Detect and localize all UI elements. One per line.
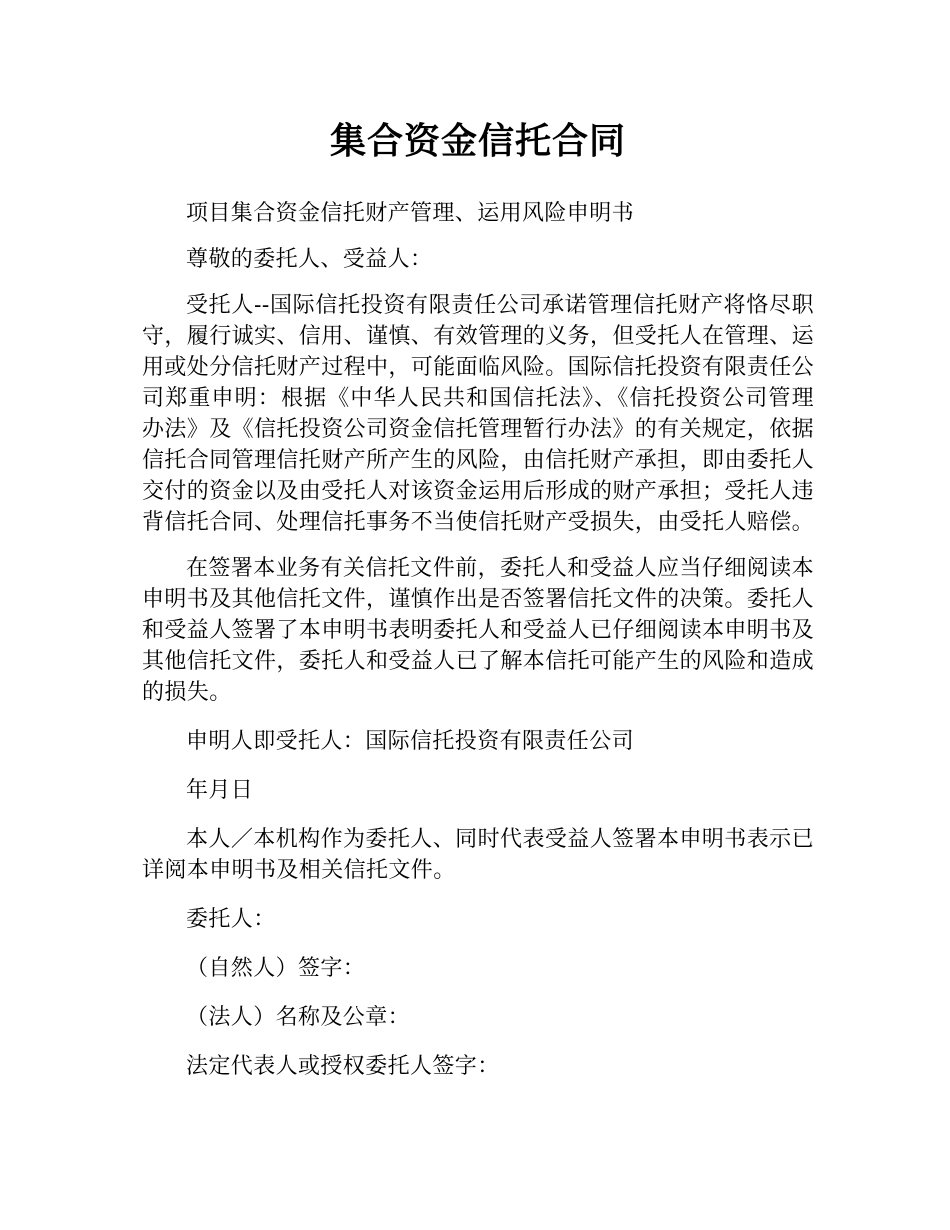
legal-representative-signature-line: 法定代表人或授权委托人签字： xyxy=(186,1054,500,1079)
date-line: 年月日 xyxy=(186,778,254,803)
declarant-line: 申明人即受托人：国际信托投资有限责任公司 xyxy=(186,729,635,754)
salutation: 尊敬的委托人、受益人： xyxy=(186,247,433,272)
document-title: 集合资金信托合同 xyxy=(329,121,626,162)
natural-person-signature-line: （自然人）签字： xyxy=(186,956,366,981)
signing-notice-paragraph: 在签署本业务有关信托文件前，委托人和受益人应当仔细阅读本申明书及其他信托文件，谨慎作出是否签署信托文件的决策。委托人和受益人签署了本申明书表明委托人和受益人已仔细阅读本申明书及其他信托文件，委托人和受益人已了解本信托可能产生的风险和造成的损失。 xyxy=(142,556,815,705)
trustor-label: 委托人： xyxy=(186,907,276,932)
document-page xyxy=(142,0,814,1082)
legal-entity-seal-line: （法人）名称及公章： xyxy=(186,1005,411,1030)
risk-statement-heading: 项目集合资金信托财产管理、运用风险申明书 xyxy=(186,201,635,226)
acknowledgement-paragraph: 本人／本机构作为委托人、同时代表受益人签署本申明书表示已详阅本申明书及相关信托文件。 xyxy=(142,827,814,883)
trustee-commitment-paragraph: 受托人--国际信托投资有限责任公司承诺管理信托财产将恪尽职守，履行诚实、信用、谨慎、有效管理的义务，但受托人在管理、运用或处分信托财产过程中，可能面临风险。国际信托投资有限责任公司郑重申明：根据《中华人民共和国信托法》、《信托投资公司管理办法》及《信托投资公司资金信托管理暂行办法》的有关规定，依据信托合同管理信托财产所产生的风险，由信托财产承担，即由委托人交付的资金以及由受托人对该资金运用后形成的财产承担；受托人违背信托合同、处理信托事务不当使信托财产受损失，由受托人赔偿。 xyxy=(142,293,815,535)
